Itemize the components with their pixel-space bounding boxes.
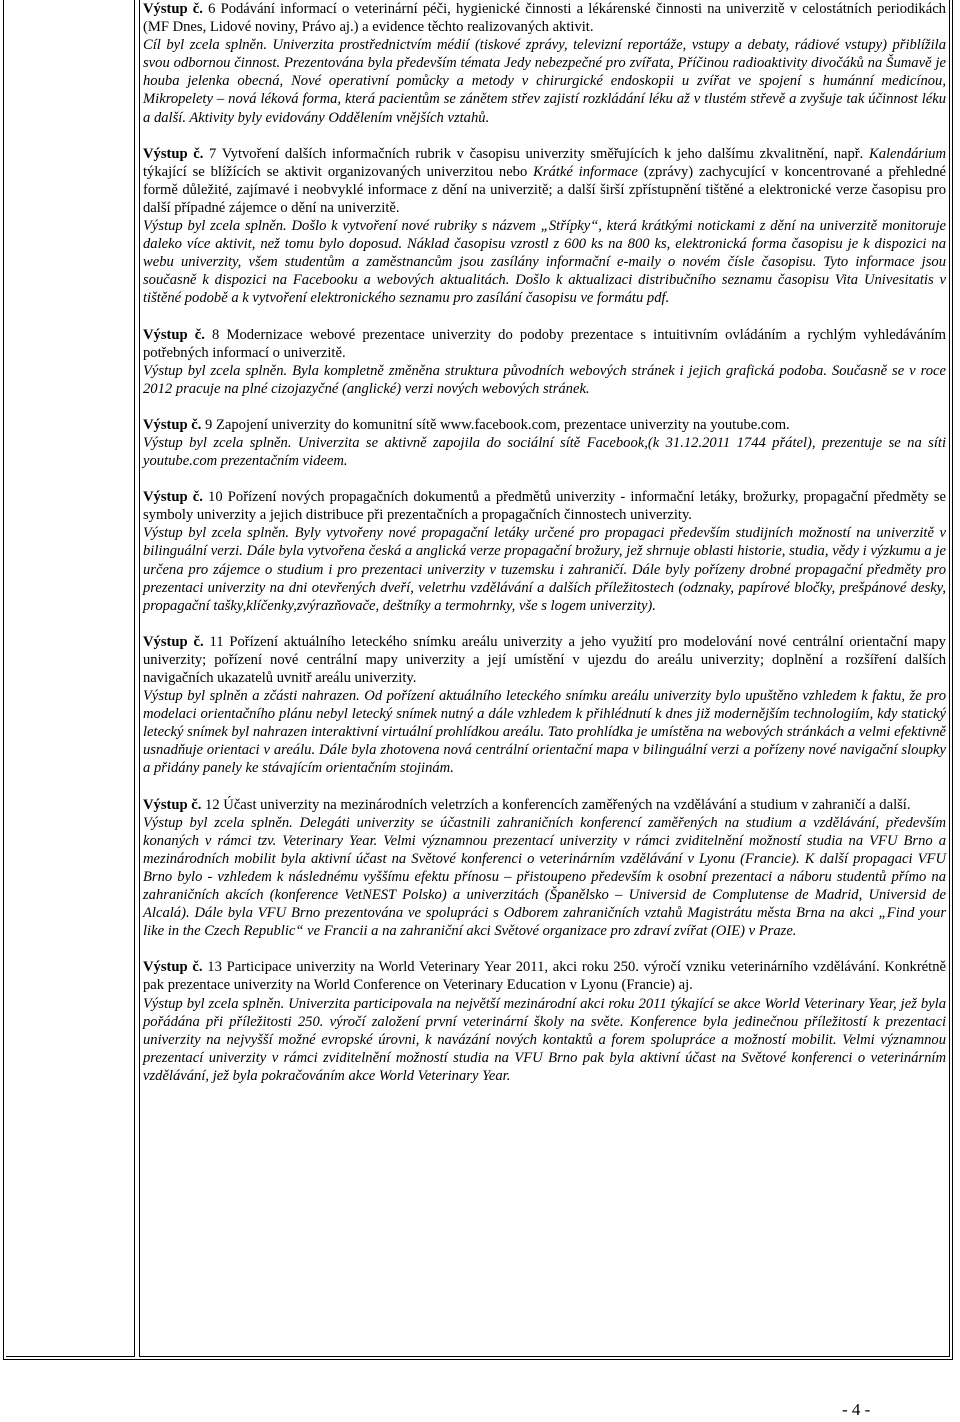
output-description: Účast univerzity na mezinárodních veletrzích a konferencích zaměřených na vzdělávání a studium v zahraničí a další.: [219, 796, 911, 813]
output-number: 9: [205, 416, 213, 433]
output-description: Participace univerzity na World Veterinary Year 2011, akci roku 250. výročí vzniku veterinárního vzdělávání. Konkrétně pak prezentace univerzity na World Conference on Veterinary Education v Lyonu (Francie) aj.: [143, 959, 946, 994]
output-heading: [143, 145, 946, 217]
output-block: [143, 416, 946, 470]
output-evaluation: Výstup byl zcela splněn. Byly vytvořeny nové propagační letáky určené pro propagaci především studijních možností na univerzitě v bilinguální verzi. Dále byla vytvořena česká a anglická verze propagační brožury, jež shrnuje oblasti historie, studia, vědy i výzkumu a je určena pro zájemce o studium i pro prezentaci univerzity v tuzemsku i zahraničí. Dále byly pořízeny drobné propagační předměty pro prezentaci univerzity na dni otevřených dveří, veletrhu vzdělávání a dalších příležitostech (odznaky, papírové bločky, prešpánové desky, propagační tašky,klíčenky,zvýrazňovače, deštníky a termohrnky, vše s logem univerzity).: [143, 525, 946, 614]
output-evaluation: Výstup byl zcela splněn. Univerzita participovala na největší mezinárodní akci roku 2011 týkající se akce World Veterinary Year, jež byla pořádána při příležitosti 250. výročí založení první veterinární školy na světe. Konference byla jedinečnou příležitostí k prezentaci univerzity na nejvyšší možné evropské úrovni, k navázání nových kontaktů a forem spolupráce a možností mobilit. Velmi významnou prezentací univerzity v rámci zviditelnění možností studia na VFU Brno pak byla aktivní účast na Světové konferenci o veterinárním vzdělávání, jež byla pokračováním akce World Veterinary Year.: [143, 995, 946, 1084]
output-block: [143, 0, 946, 127]
document-body: [143, 0, 946, 1103]
output-number: 10: [208, 489, 223, 506]
output-heading: [143, 326, 946, 362]
output-number: 11: [209, 633, 224, 650]
output-description-part: Krátké informace: [533, 163, 638, 180]
output-evaluation: Výstup byl splněn a zčásti nahrazen. Od pořízení aktuálního leteckého snímku areálu univerzity bylo upuštěno vzhledem k faktu, že pro modelaci orientačního plánu nebyl letecký snímek nutný a dále vzhledem k přihlédnutí k dnes již modernějším technologiím, kdy statický letecký snímek byl nahrazen interaktivní virtuální prohlídkou areálu. Tato prohlídka je umístěna na webových stránkách a velmi efektivně usnadňuje orientaci v areálu. Dále byla zhotovena nová centrální orientační mapa v bilinguální verzi a pořízeny nové navigační sloupky a přidány panely ke stávajícím orientačním stojinám.: [143, 688, 946, 777]
output-evaluation: Výstup byl zcela splněn. Byla kompletně změněna struktura původních webových stránek i jejich grafická podoba. Současně se v roce 2012 pracuje na plné cizojazyčné (anglické) verzi nových webových stránek.: [143, 362, 946, 397]
output-number: 12: [205, 796, 220, 813]
output-label: Výstup č.: [143, 489, 203, 506]
page-number: - 4 -: [842, 1400, 871, 1419]
output-block: [143, 796, 946, 941]
table-left-column: [6, 0, 135, 1357]
output-label: Výstup č.: [143, 959, 203, 976]
output-number: 7: [209, 145, 217, 162]
output-heading: [143, 488, 946, 524]
output-evaluation: Výstup byl zcela splněn. Delegáti univerzity se účastnili zahraničních konferencí zaměřených na studium a vzdělávání, především konaných v rámci tzv. Veterinary Year. Velmi významnou prezentací univerzity v rámci zviditelnění možností studia na VFU Brno a mezinárodních mobilit byla aktivní účast na Světové konferenci o veterinárním vzdělávání v Lyonu (Francie). K další propagaci VFU Brno bylo - vzhledem k následnému vyššímu efektu přínosu – přistoupeno především k osobní prezentaci a náboru studentů přímo na zahraničních akcích (konference VetNEST Polsko) a univerzitách (Španělsko – Universid de Complutense de Madrid, Universid de Alcalá). Dále byla VFU Brno prezentována ve spolupráci s Odborem zahraničních vztahů Magistrátu města Brna na akci „Find your like in the Czech Republic“ ve Francii a na zahraniční akci Světové organizace pro zdraví zvířat (OIE) v Praze.: [143, 814, 946, 940]
output-description-part: Kalendárium: [868, 145, 946, 162]
output-heading: [143, 633, 946, 687]
output-evaluation: Výstup byl zcela splněn. Došlo k vytvoření nové rubriky s názvem „Střípky“, která krátkými notickami z dění na univerzitě monitoruje daleko více aktivit, než tomu bylo doposud. Náklad časopisu vzrostl z 600 ks na 800 ks, elektronická forma časopisu je k dispozici na webu univerzity, všem studentům a zaměstnancům jsou zasílány informační e-maily o novém čísle časopisu. Tyto informace jsou současně k dispozici na Facebooku a webových aktualitách. Došlo k aktualizaci distribučního seznamu časopisu Vita Univesitatis v tištěné podobě a k vytvoření elektronického seznamu pro zasílání časopisu ve formátu pdf.: [143, 218, 946, 307]
output-label: Výstup č.: [143, 1, 203, 17]
output-description: Podávání informací o veterinární péči, hygienické činnosti a lékárenské činnosti na univerzitě v celostátních periodikách (MF Dnes, Lidové noviny, Právo aj.) a evidence těchto realizovaných aktivit.: [143, 1, 946, 36]
output-number: 13: [207, 959, 222, 976]
output-description-part: Vytvoření dalších informačních rubrik v časopisu univerzity směřujících k jeho dalšímu zkvalitnění, např.: [216, 145, 869, 162]
output-block: [143, 958, 946, 1085]
output-label: Výstup č.: [143, 326, 205, 343]
output-description: Pořízení aktuálního leteckého snímku areálu univerzity a jeho využití pro modelování nové centrální orientační mapy univerzity; pořízení nové centrální mapy univerzity a její umístění v ujezdu do areálu univerzity; doplnění a rozšíření dalších navigačních ukazatelů uvnitř areálu univerzity.: [143, 633, 946, 686]
output-heading: [143, 416, 946, 434]
output-number: 8: [212, 326, 220, 343]
output-description: Pořízení nových propagačních dokumentů a předmětů univerzity - informační letáky, brožurky, propagační předměty se symboly univerzity a jejich distribuce při prezentačních a propagačních činnostech univerzity.: [143, 489, 946, 524]
output-block: [143, 326, 946, 398]
output-heading: [143, 958, 946, 994]
output-number: 6: [208, 1, 216, 17]
output-evaluation: Výstup byl zcela splněn. Univerzita se aktivně zapojila do sociální sítě Facebook,(k 31.12.2011 1744 přátel), prezentuje se na síti youtube.com prezentačním videem.: [143, 434, 946, 470]
output-heading: [143, 796, 946, 814]
output-description: Zapojení univerzity do komunitní sítě www.facebook.com, prezentace univerzity na youtube.com.: [212, 416, 790, 433]
output-block: [143, 488, 946, 615]
output-block: [143, 633, 946, 778]
output-label: Výstup č.: [143, 633, 204, 650]
output-description-part: (zprávy) zachycující v koncentrované a přehledné formě důležité, zajímavé i neobvyklé informace z dění na univerzitě; a další širší zpřístupnění tištěné a elektronické verze časopisu pro další případné zájemce o dění na univerzitě.: [143, 163, 947, 216]
output-label: Výstup č.: [143, 796, 202, 813]
output-heading: [143, 0, 946, 36]
output-block: [143, 145, 946, 308]
output-description-part: týkající se blížících se aktivit organizovaných univerzitou nebo: [143, 163, 534, 180]
output-evaluation: Cíl byl zcela splněn. Univerzita prostřednictvím médií (tiskové zprávy, televizní reportáže, vstupy a debaty, rádiové vstupy) přiblížila svou odbornou činnost. Prezentována byla především témata Jedy nebezpečné pro zvířata, Příčinou radioaktivity divočáků na Šumavě je houba jelenka obecná, Nové operativní pomůcky a metody v chirurgické endoskopii u zvířat ve spojení s humánní medicínou, Mikropelety – nová léková forma, která pacientům se zánětem střev zajistí rozkládání léku až v tlustém střevě a zvyšuje tak účinnost léku a další. Aktivity byly evidovány Oddělením vnějších vztahů.: [143, 37, 946, 126]
output-description: Modernizace webové prezentace univerzity do podoby prezentace s intuitivním ovládáním a rychlým vyhledáváním potřebných informací o univerzitě.: [143, 326, 946, 361]
output-label: Výstup č.: [143, 416, 202, 433]
output-label: Výstup č.: [143, 145, 204, 162]
